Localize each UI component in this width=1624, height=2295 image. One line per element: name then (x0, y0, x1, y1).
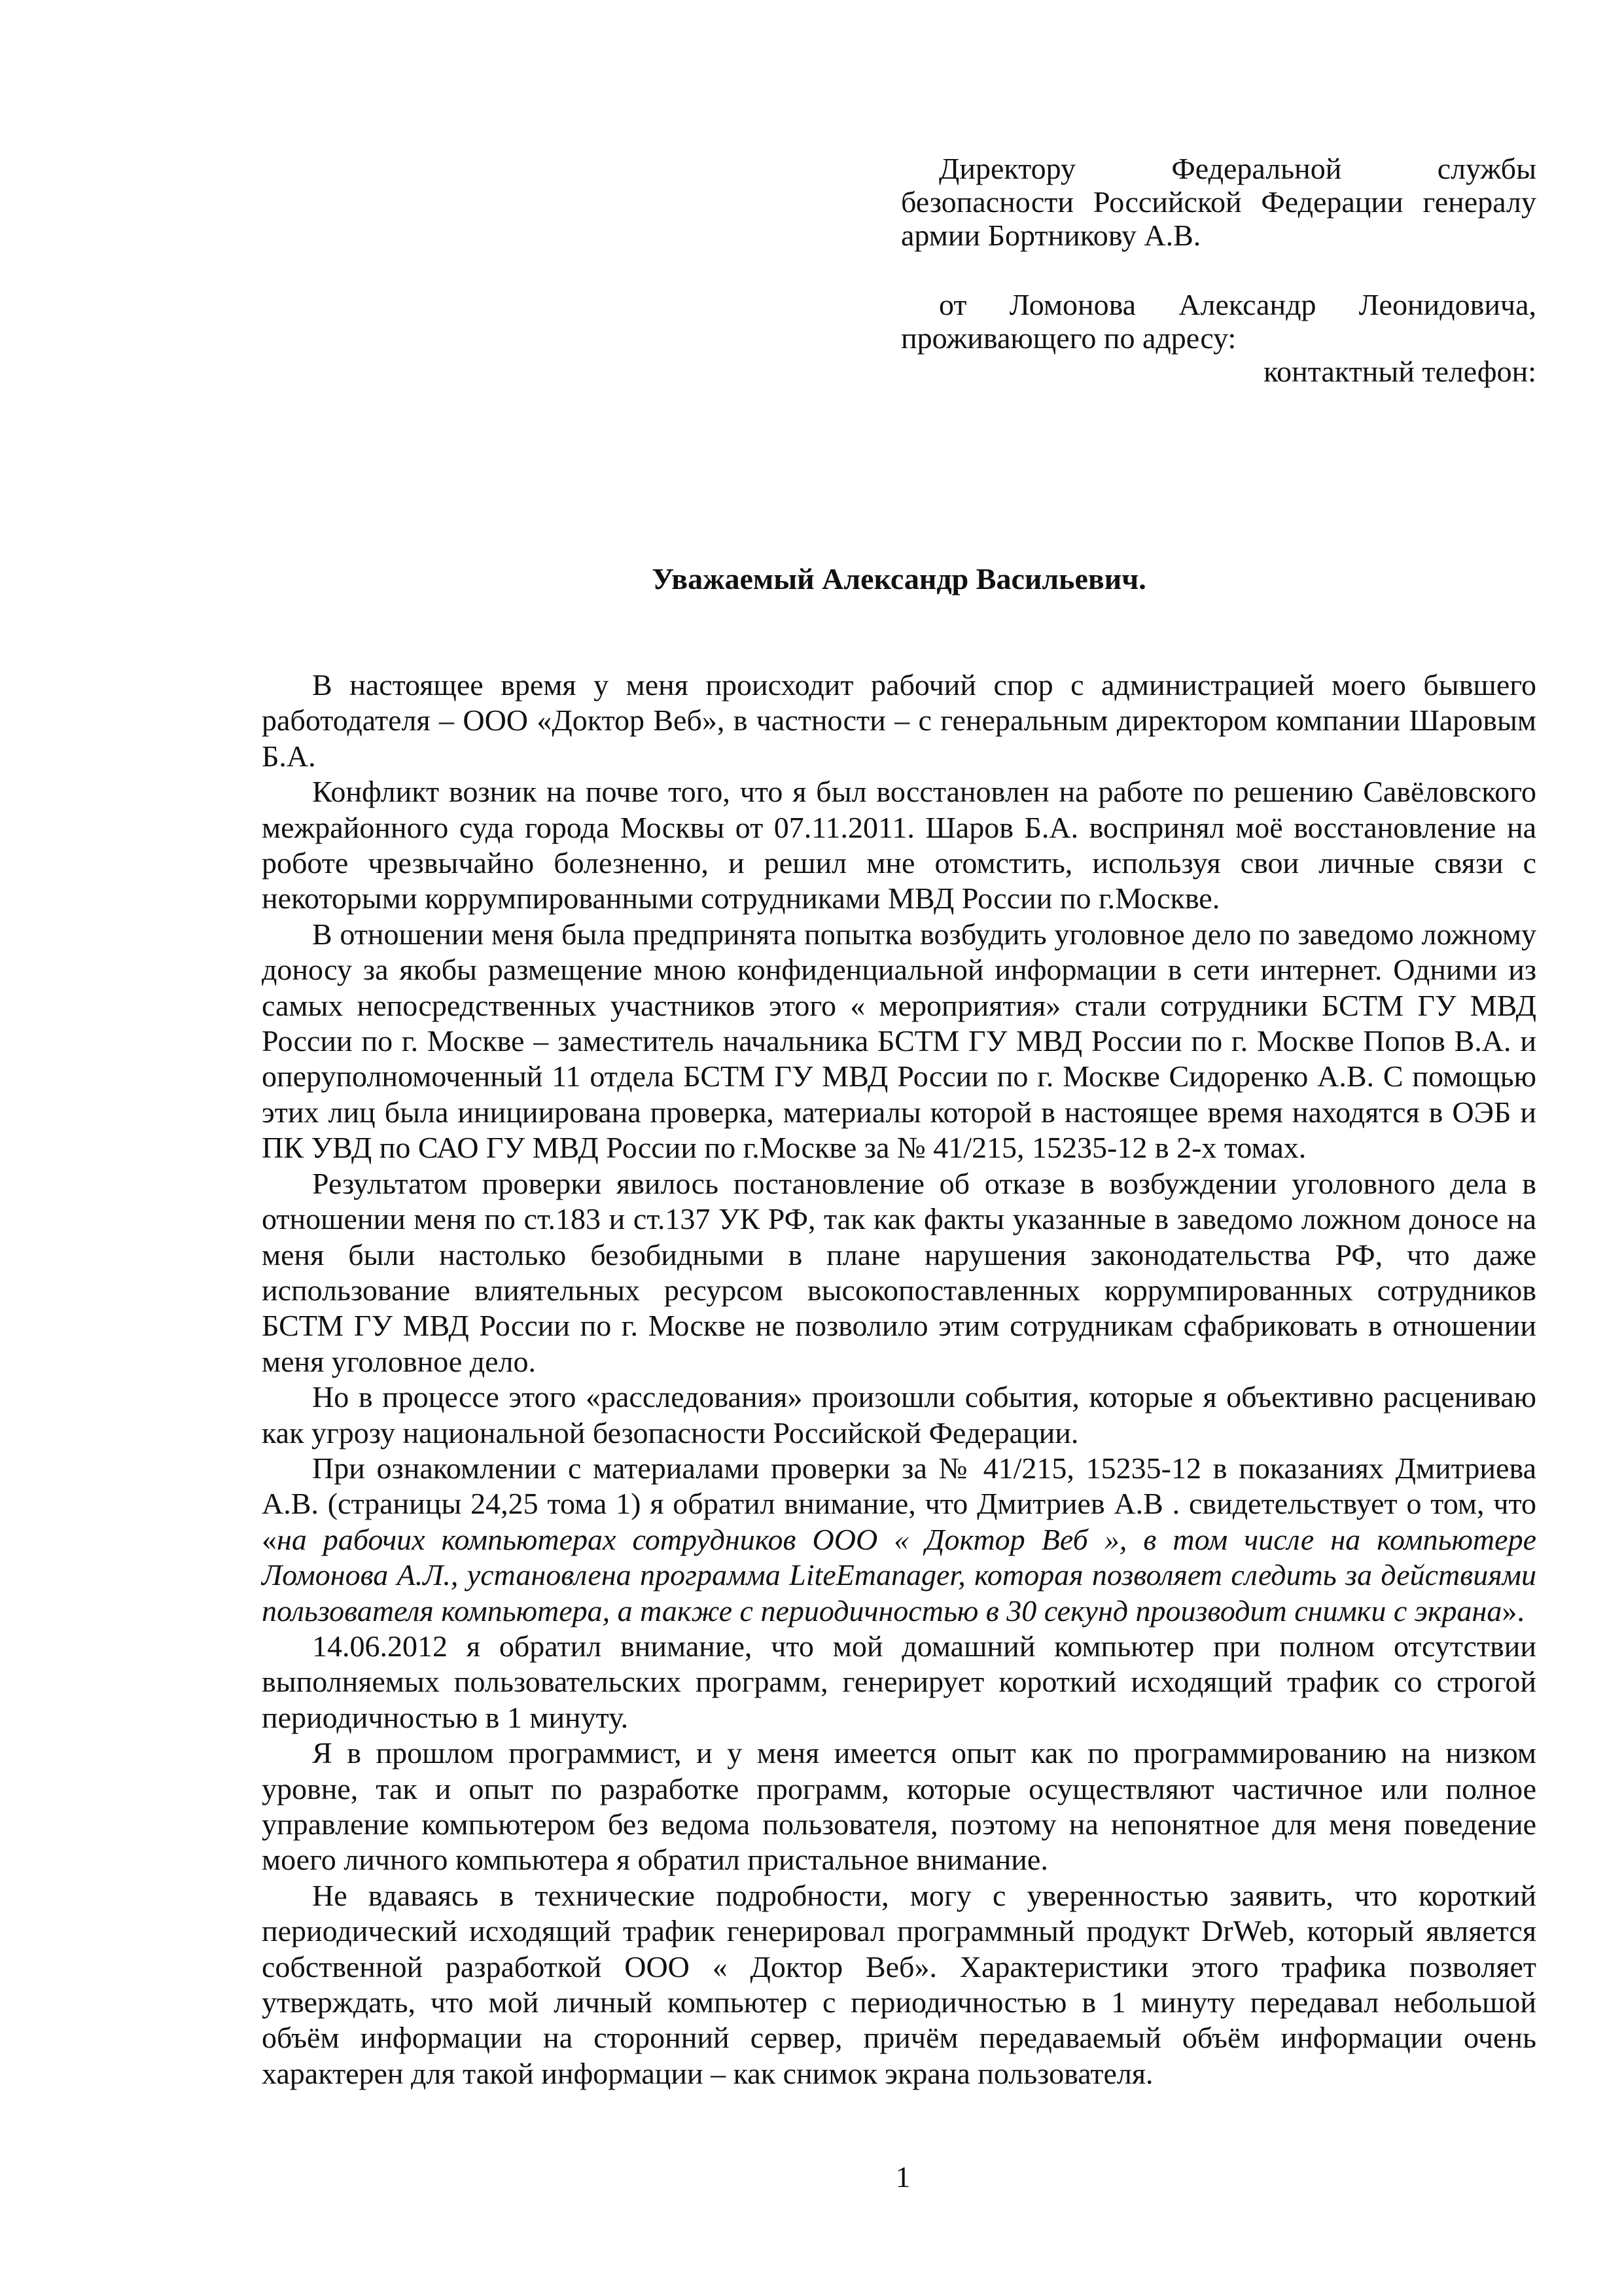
body-paragraph: Но в процессе этого «расследования» произошли события, которые я объективно расцениваю как угрозу национальной безопасности Российской Федерации. (262, 1380, 1536, 1450)
quote-intro: При ознакомлении с материалами проверки за № 41/215, 15235-12 в показаниях Дмитриева А.В. (страницы 24,25 тома 1) я обратил внимание, что Дмитриев А.В . свидетельствует о том, что (262, 1451, 1536, 1521)
letter-body (262, 667, 1536, 2091)
sender-block (901, 288, 1536, 388)
quoted-testimony: на рабочих компьютерах сотрудников ООО « Доктор Веб », в том числе на компьютере Ломонова А.Л., установлена программа LiteEmanager, которая позволяет следить за действиями пользователя компьютера, а также с периодичностью в 30 секунд производит снимки с экрана (262, 1522, 1536, 1628)
body-paragraph: В отношении меня была предпринята попытка возбудить уголовное дело по заведомо ложному доносу за якобы размещение мною конфиденциальной информации в сети интернет. Одними из самых непосредственных участников этого « мероприятия» стали сотрудники БСТМ ГУ МВД России по г. Москве – заместитель начальника БСТМ ГУ МВД России по г. Москве Попов В.А. и оперуполномоченный 11 отдела БСТМ ГУ МВД России по г. Москве Сидоренко А.В. С помощью этих лиц была инициирована проверка, материалы которой в настоящее время находятся в ОЭБ и ПК УВД по САО ГУ МВД России по г.Москве за № 41/215, 15235-12 в 2-х томах. (262, 917, 1536, 1165)
recipient-text: Директору Федеральной службы безопасности Российской Федерации генералу армии Бортникову А.В. (901, 152, 1536, 252)
body-paragraph: Не вдаваясь в технические подробности, могу с уверенностью заявить, что короткий периодический исходящий трафик генерировал программный продукт DrWeb, который является собственной разработкой ООО « Доктор Веб». Характеристики этого трафика позволяет утверждать, что мой личный компьютер с периодичностью в 1 минуту передавал небольшой объём информации на сторонний сервер, причём передаваемый объём информации очень характерен для такой информации – как снимок экрана пользователя. (262, 1878, 1536, 2090)
body-paragraph: Конфликт возник на почве того, что я был восстановлен на работе по решению Савёловского межрайонного суда города Москвы от 07.11.2011. Шаров Б.А. воспринял моё восстановление на роботе чрезвычайно болезненно, и решил мне отомстить, используя свои личные связи с некоторыми коррумпированными сотрудниками МВД России по г.Москве. (262, 775, 1536, 916)
sender-name-address: от Ломонова Александр Леонидовича, проживающего по адресу: (901, 288, 1536, 355)
body-paragraph: Я в прошлом программист, и у меня имеется опыт как по программированию на низком уровне, так и опыт по разработке программ, которые осуществляют частичное или полное управление компьютером без ведома пользователя, поэтому на непонятное для меня поведение моего личного компьютера я обратил пристальное внимание. (262, 1736, 1536, 1877)
body-paragraph: 14.06.2012 я обратил внимание, что мой домашний компьютер при полном отсутствии выполняемых пользовательских программ, генерирует короткий исходящий трафик со строгой периодичностью в 1 минуту. (262, 1629, 1536, 1734)
sender-phone-label: контактный телефон: (1263, 355, 1536, 388)
page-number: 1 (895, 2160, 911, 2194)
body-paragraph: Результатом проверки явилось постановление об отказе в возбуждении уголовного дела в отношении меня по ст.183 и ст.137 УК РФ, так как факты указанные в заведомо ложном доносе на меня были настолько безобидными в плане нарушения законодательства РФ, что даже использование влиятельных ресурсом высокопоставленных коррумпированных сотрудников БСТМ ГУ МВД России по г. Москве не позволило этим сотрудникам сфабриковать в отношении меня уголовное дело. (262, 1166, 1536, 1378)
body-paragraph-quote (262, 1451, 1536, 1629)
recipient-block (901, 152, 1536, 252)
greeting-heading: Уважаемый Александр Васильевич. (652, 562, 1146, 596)
quote-open-mark: « (262, 1522, 277, 1556)
body-paragraph: В настоящее время у меня происходит рабочий спор с администрацией моего бывшего работодателя – ООО «Доктор Веб», в частности – с генеральным директором компании Шаровым Б.А. (262, 668, 1536, 773)
quote-close-mark: ». (1502, 1593, 1525, 1628)
